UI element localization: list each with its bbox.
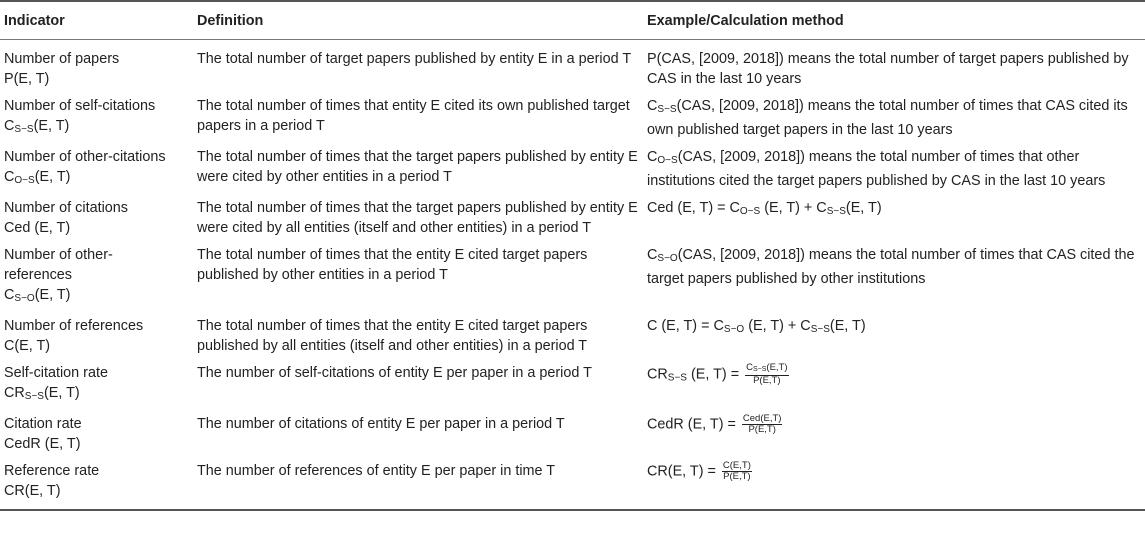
example-text: (CAS, [2009, 2018]) means the total number of times that CAS cited its own published target papers in the last 10 years: [647, 98, 1128, 138]
header-definition: Definition: [193, 1, 643, 40]
definition-cell: The number of self-citations of entity E per paper in a period T: [197, 365, 592, 381]
formula-subscript: S−S: [826, 206, 846, 217]
symbol-args: (E, T): [34, 169, 71, 185]
indicator-cell: [0, 95, 193, 146]
example-subscript: O−S: [657, 155, 678, 166]
indicator-symbol: P(E, T): [4, 71, 50, 87]
indicator-name: Number of papers: [4, 51, 120, 67]
symbol-subscript: S−O: [14, 293, 35, 304]
symbol-subscript: O−S: [14, 175, 35, 186]
indicator-name: Number of citations: [4, 200, 128, 216]
indicator-symbol: CR(E, T): [4, 483, 61, 499]
formula-part: Ced (E, T) = C: [647, 200, 740, 216]
definition-cell: The total number of times that the target papers published by entity E were cited by all entities (itself and other entities) in a period T: [197, 200, 638, 236]
table-row: [0, 362, 1145, 413]
indicator-name: Number of references: [4, 318, 144, 334]
indicator-symbol: Ced (E, T): [4, 220, 71, 236]
example-cell: [643, 244, 1145, 315]
formula-part: (E, T): [845, 200, 882, 216]
definition-cell: The total number of times that the entity E cited target papers published by other entities in a period T: [197, 247, 588, 283]
indicator-name: Self-citation rate: [4, 365, 108, 381]
formula-subscript: S−O: [723, 324, 745, 335]
example-base: C: [647, 98, 658, 114]
indicator-symbol: [4, 167, 193, 191]
formula-lhs: CedR (E, T) =: [647, 416, 740, 433]
table-row: [0, 315, 1145, 362]
header-indicator: Indicator: [0, 1, 193, 40]
indicator-symbol: C(E, T): [4, 338, 51, 354]
fraction-numerator: Ced(E,T): [742, 413, 782, 424]
indicator-cell: [0, 197, 193, 244]
table-row: [0, 460, 1145, 510]
table-row: [0, 40, 1145, 96]
fraction: [722, 461, 752, 482]
table-row: [0, 413, 1145, 460]
definition-cell: The total number of times that entity E cited its own published target papers in a period T: [197, 98, 630, 134]
header-row: [0, 1, 1145, 40]
formula-part: C (E, T) = C: [647, 318, 724, 334]
example-cell: [643, 413, 1145, 460]
example-base: C: [647, 149, 658, 165]
example-cell: [643, 362, 1145, 413]
indicator-name: Number of other-citations: [4, 149, 166, 165]
indicator-cell: [0, 413, 193, 460]
symbol-args: (E, T): [43, 385, 80, 401]
definition-cell: The total number of times that the entity E cited target papers published by all entities (itself and other entities) in a period T: [197, 318, 588, 354]
table-row: [0, 197, 1145, 244]
example-base: C: [647, 247, 658, 263]
indicator-name: Reference rate: [4, 463, 100, 479]
definition-cell: The total number of target papers published by entity E in a period T: [197, 51, 632, 67]
fraction: [742, 414, 783, 435]
indicator-name: Citation rate: [4, 416, 82, 432]
formula-lhs-args: (E, T) =: [686, 366, 744, 383]
formula-subscript: S−S: [810, 324, 830, 335]
example-text: (CAS, [2009, 2018]) means the total number of times that CAS cited the target papers published by other institutions: [647, 247, 1135, 287]
indicator-cell: [0, 146, 193, 197]
formula-lhs: CR(E, T) =: [647, 463, 720, 480]
symbol-base: CR: [4, 385, 25, 401]
example-text: (CAS, [2009, 2018]) means the total number of times that other institutions cited the target papers published by CAS in the last 10 years: [647, 149, 1106, 189]
formula-part: (E, T) + C: [760, 200, 827, 216]
symbol-base: C: [4, 169, 15, 185]
indicator-symbol: CedR (E, T): [4, 436, 81, 452]
fraction-denominator: P(E,T): [748, 424, 776, 435]
formula-subscript: S−S: [667, 372, 687, 384]
symbol-base: C: [4, 287, 15, 303]
example-cell: [643, 315, 1145, 362]
example-cell: [643, 197, 1145, 244]
numerator-args: (E,T): [766, 362, 788, 373]
formula-part: (E, T): [829, 318, 866, 334]
indicator-cell: [0, 40, 193, 96]
indicator-cell: [0, 315, 193, 362]
definition-cell: The total number of times that the target papers published by entity E were cited by other entities in a period T: [197, 149, 638, 185]
indicator-symbol: [4, 116, 193, 140]
table-row: [0, 244, 1145, 315]
table-row: [0, 146, 1145, 197]
fraction-denominator: P(E,T): [723, 471, 751, 482]
indicator-cell: [0, 460, 193, 510]
fraction-denominator: P(E,T): [753, 375, 781, 386]
symbol-args: (E, T): [34, 287, 71, 303]
fraction-numerator: C(E,T): [722, 460, 751, 471]
indicator-cell: [0, 244, 193, 315]
example-cell: [643, 460, 1145, 510]
header-example: Example/Calculation method: [643, 1, 1145, 40]
fraction: [745, 363, 788, 386]
example-subscript: S−S: [657, 104, 677, 115]
symbol-subscript: S−S: [14, 124, 34, 135]
definition-cell: The number of citations of entity E per paper in a period T: [197, 416, 565, 432]
indicator-name: Number of other-references: [4, 247, 113, 283]
example-cell: [643, 146, 1145, 197]
example-subscript: S−O: [657, 253, 678, 264]
indicator-cell: [0, 362, 193, 413]
indicator-symbol: [4, 383, 193, 407]
formula-part: (E, T) + C: [744, 318, 811, 334]
indicator-symbol: [4, 285, 153, 309]
formula-subscript: O−S: [739, 206, 761, 217]
symbol-subscript: S−S: [24, 391, 44, 402]
symbol-base: C: [4, 118, 15, 134]
numerator-base: C: [746, 362, 753, 373]
definition-cell: The number of references of entity E per paper in time T: [193, 460, 643, 510]
indicator-name: Number of self-citations: [4, 98, 156, 114]
symbol-args: (E, T): [33, 118, 70, 134]
example-cell: [643, 95, 1145, 146]
table-row: [0, 95, 1145, 146]
numerator-subscript: S−S: [752, 366, 767, 373]
formula-lhs: CR: [647, 366, 668, 383]
example-cell: P(CAS, [2009, 2018]) means the total number of target papers published by CAS in the last 10 years: [647, 51, 1129, 87]
